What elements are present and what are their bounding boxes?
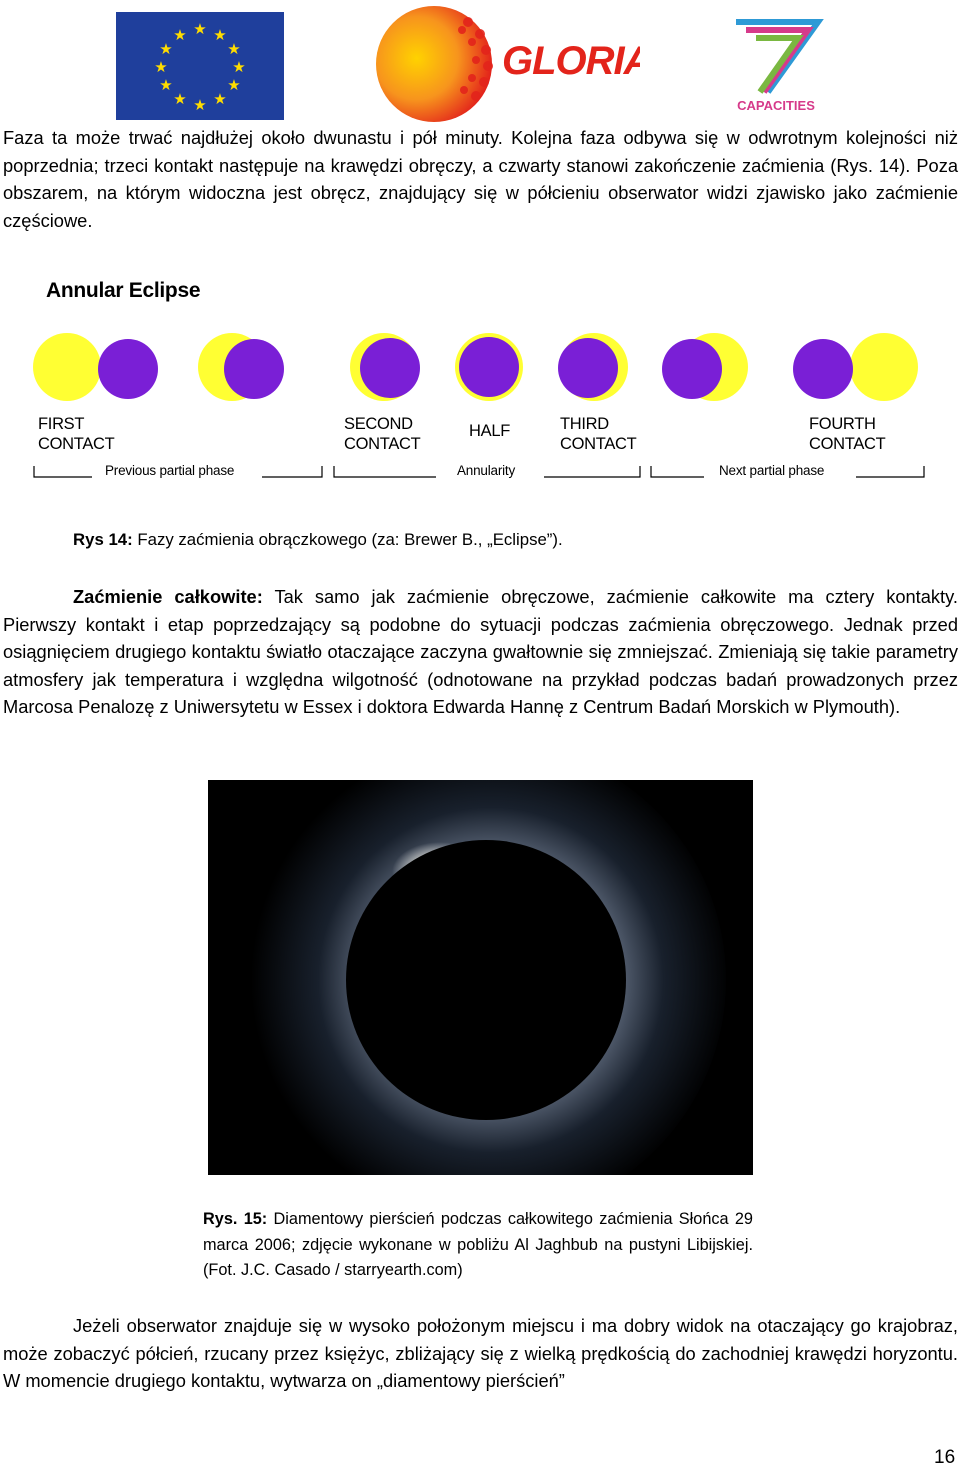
sun-disc	[850, 333, 918, 401]
svg-text:★: ★	[159, 40, 173, 58]
next-phase-label: Next partial phase	[719, 463, 825, 478]
moon-disc	[459, 337, 519, 397]
svg-text:★: ★	[173, 26, 187, 44]
svg-text:★: ★	[213, 90, 227, 108]
paragraph-total-eclipse: Zaćmienie całkowite: Tak samo jak zaćmienie obręczowe, zaćmienie całkowite ma cztery kontakty. Pierwszy kontakt i etap poprzedzający są podobne do sytuacji podczas zaćmienia obręczowego. Jednak przed osiągnięciem drugiego kontaktu światło otaczające zaczyna gwałtownie się zmniejszać. Zmieniają się takie parametry atmosfery jak temperatura i względna wilgotność (odnotowane na przykład podczas badań prowadzonych przez Marcosa Penalozę z Uniwersytetu w Essex i doktora Edwarda Hannę z Centrum Badań Morskich w Plymouth).	[3, 586, 958, 717]
second-contact-label: SECOND CONTACT	[344, 415, 421, 453]
phase-bracket-line	[34, 466, 92, 477]
sun-disc	[33, 333, 101, 401]
svg-text:CAPACITIES: CAPACITIES	[737, 98, 815, 113]
previous-phase-label: Previous partial phase	[105, 463, 235, 478]
total-eclipse-photo	[208, 780, 753, 1175]
svg-text:★: ★	[154, 58, 168, 76]
moon-disc	[224, 339, 284, 399]
diagram-title: Annular Eclipse	[46, 279, 201, 302]
svg-text:GLORIA: GLORIA	[502, 39, 640, 83]
annularity-label: Annularity	[457, 463, 516, 478]
fourth-contact-label: FOURTH CONTACT	[809, 415, 886, 453]
svg-text:★: ★	[159, 76, 173, 94]
paragraph-observer: Jeżeli obserwator znajduje się w wysoko położonym miejscu i ma dobry widok na otaczający go krajobraz, może zobaczyć półcień, rzucany przez księżyc, zbliżający się z wielką prędkością do zachodniej krawędzi horyzontu. W momencie drugiego kontaktu, wytwarza on „diamentowy pierścień”	[3, 1315, 958, 1391]
phase-bracket-line	[544, 466, 640, 477]
svg-text:★: ★	[227, 76, 241, 94]
figure-14-caption: Rys 14: Fazy zaćmienia obrączkowego (za: Brewer B., „Eclipse”).	[73, 530, 563, 549]
svg-text:★: ★	[232, 58, 246, 76]
paragraph-intro: Faza ta może trwać najdłużej około dwunastu i pół minuty. Kolejna faza odbywa się w odwrotnym kolejności niż poprzednia; trzeci kontakt następuje na krawędzi obręczy, a czwarty stanowi zakończenie zaćmienia (Rys. 14). Poza obszarem, na którym widoczna jest obręcz, znajdujący się w półcieniu obserwator widzi zjawisko jako zaćmienie częściowe.	[3, 127, 958, 231]
moon-disc	[662, 339, 722, 399]
svg-text:★: ★	[227, 40, 241, 58]
figure-15-caption: Rys. 15: Diamentowy pierścień podczas całkowitego zaćmienia Słońca 29 marca 2006; zdjęcie wykonane w pobliżu Al Jaghbub na pustyni Libijskiej. (Fot. J.C. Casado / starryearth.com)	[203, 1210, 753, 1279]
moon-silhouette	[346, 840, 626, 1120]
phase-bracket-line	[651, 466, 704, 477]
moon-disc	[360, 338, 420, 398]
phase-bracket-line	[334, 466, 436, 477]
svg-text:★: ★	[193, 96, 207, 114]
moon-disc	[558, 338, 618, 398]
phase-bracket-line	[262, 466, 322, 477]
first-contact-label: FIRST CONTACT	[38, 415, 115, 453]
svg-text:★: ★	[213, 26, 227, 44]
svg-text:★: ★	[173, 90, 187, 108]
svg-text:★: ★	[193, 20, 207, 38]
page-number: 16	[934, 1447, 956, 1468]
third-contact-label: THIRD CONTACT	[560, 415, 637, 453]
moon-disc	[793, 339, 853, 399]
phase-bracket-line	[856, 466, 924, 477]
moon-disc	[98, 339, 158, 399]
half-label: HALF	[469, 422, 510, 440]
